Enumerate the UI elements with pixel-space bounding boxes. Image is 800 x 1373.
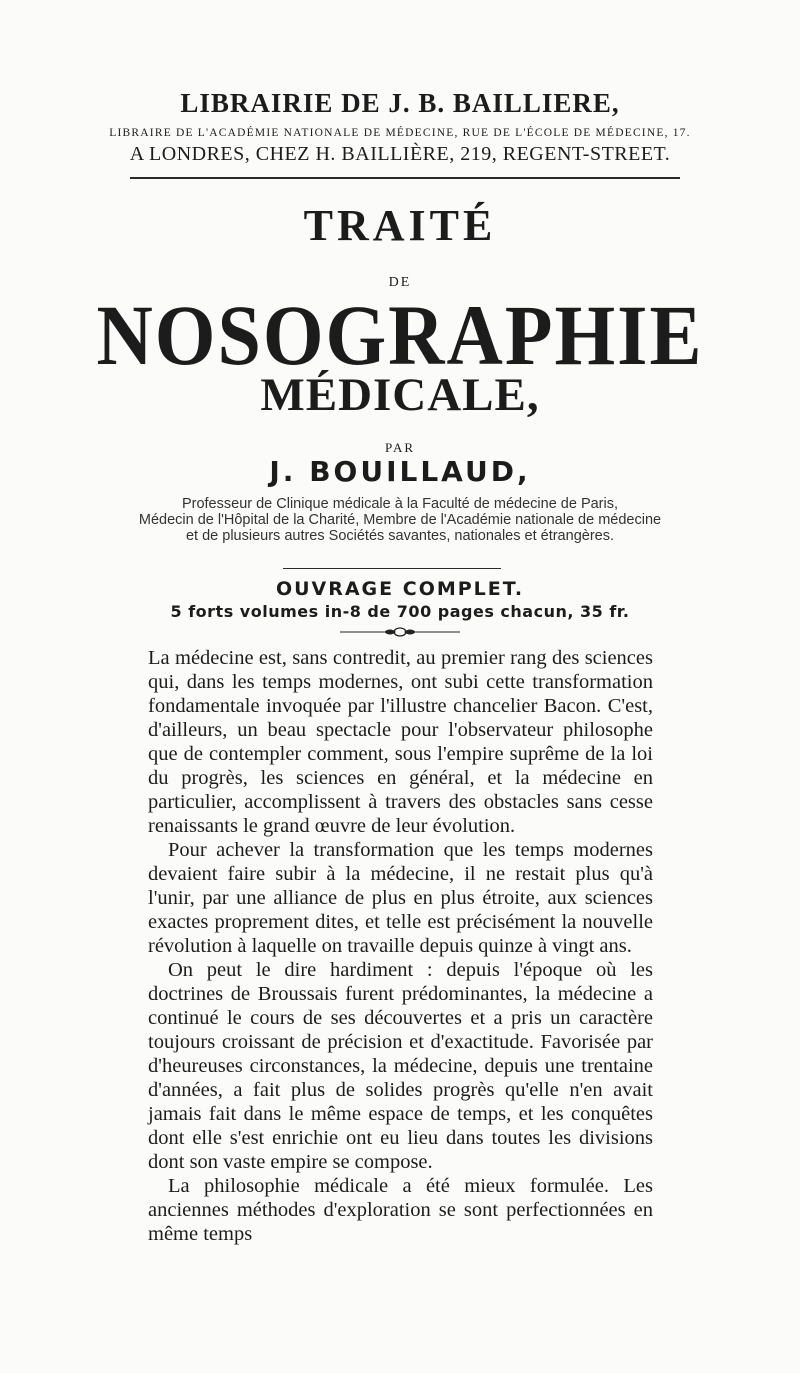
title-nosographie: NOSOGRAPHIE xyxy=(96,287,704,383)
credentials-line: Médecin de l'Hôpital de la Charité, Membre de l'Académie nationale de médecine xyxy=(138,512,662,528)
body-paragraph: La médecine est, sans contredit, au premier rang des sciences qui, dans les temps modernes, ont subi cette transformation fondamentale invoquée par l'illustre chancelier Bacon. C'est, d'ailleurs, un beau spectacle pour l'observateur philosophe que de contempler comment, sous l'empire suprême de la loi du progrès, les sciences en général, et la médecine en particulier, accomplissent à travers des obstacles sans cesse renaissants le grand œuvre de leur évolution. xyxy=(148,647,653,837)
middle-divider-rule xyxy=(283,568,501,569)
credentials-line: Professeur de Clinique médicale à la Faculté de médecine de Paris, xyxy=(181,496,619,512)
london-agent: A LONDRES, CHEZ H. BAILLIÈRE, 219, REGENT-STREET. xyxy=(129,143,671,165)
title-de: DE xyxy=(388,275,412,290)
ornament-divider-icon xyxy=(340,622,460,642)
title-medicale: MÉDICALE, xyxy=(260,369,540,421)
author-name: J. BOUILLAUD, xyxy=(269,455,531,488)
publisher-name: LIBRAIRIE DE J. B. BAILLIERE, xyxy=(180,88,620,118)
body-text xyxy=(148,646,653,1246)
publisher-address: LIBRAIRE DE L'ACADÉMIE NATIONALE DE MÉDECINE, RUE DE L'ÉCOLE DE MÉDECINE, 17. xyxy=(109,127,691,139)
body-paragraph: La philosophie médicale a été mieux formulée. Les anciennes méthodes d'exploration se sont perfectionnées en même temps xyxy=(148,1175,653,1245)
author-credentials xyxy=(0,496,800,544)
byline-par: PAR xyxy=(384,440,416,455)
credentials-line: et de plusieurs autres Sociétés savantes, nationales et étrangères. xyxy=(185,528,614,544)
edition-heading: OUVRAGE COMPLET. xyxy=(275,578,525,600)
title-traite: TRAITÉ xyxy=(303,201,497,250)
top-divider-rule xyxy=(130,177,680,179)
edition-volumes: 5 forts volumes in-8 de 700 pages chacun, 35 fr. xyxy=(170,602,630,621)
body-paragraph: On peut le dire hardiment : depuis l'époque où les doctrines de Broussais furent prédominantes, la médecine a continué le cours de ses découvertes et a pris un caractère toujours croissant de précision et d'exactitude. Favorisée par d'heureuses circonstances, la médecine, depuis une trentaine d'années, a fait plus de solides progrès qu'elle n'en avait jamais fait dans le même espace de temps, et les conquêtes dont elle s'est enrichie ont eu lieu dans toutes les divisions dont son vaste empire se compose. xyxy=(148,959,653,1173)
body-paragraph: Pour achever la transformation que les temps modernes devaient faire subir à la médecine, il ne restait plus qu'à l'unir, par une alliance de plus en plus étroite, aux sciences exactes proprement dites, et telle est précisément la nouvelle révolution à laquelle on travaille depuis quinze à vingt ans. xyxy=(148,839,653,957)
